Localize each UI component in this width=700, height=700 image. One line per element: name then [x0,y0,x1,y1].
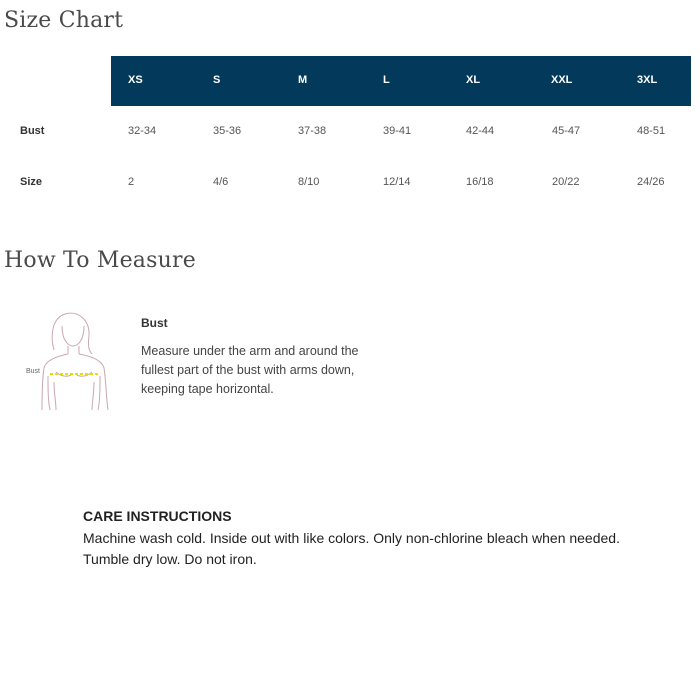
row-label-size: Size [20,176,43,188]
size-cell: 12/14 [383,176,411,188]
size-cell: 20/22 [552,176,580,188]
size-chart-title: Size Chart [4,8,124,33]
woman-bust-measure-icon [20,306,120,416]
how-to-measure-title: How To Measure [4,248,196,273]
size-header-xs: XS [128,74,143,86]
row-label-bust: Bust [20,125,45,137]
size-header-xl: XL [466,74,481,86]
size-header-l: L [383,74,390,86]
size-cell: 8/10 [298,176,320,188]
measure-item-title: Bust [141,316,168,330]
size-cell: 16/18 [466,176,494,188]
bust-cell: 42-44 [466,125,495,137]
size-header-xxl: XXL [551,74,573,86]
size-header-s: S [213,74,221,86]
size-cell: 4/6 [213,176,229,188]
measure-item-description: Measure under the arm and around the fullest part of the bust with arms down, keeping tape horizontal. [141,344,359,396]
bust-cell: 32-34 [128,125,157,137]
size-header-row [111,56,691,106]
size-header-m: M [298,74,308,86]
bust-cell: 45-47 [552,125,581,137]
size-header-3xl: 3XL [637,74,658,86]
bust-cell: 35-36 [213,125,242,137]
care-instructions-heading: CARE INSTRUCTIONS [83,508,232,524]
size-cell: 2 [128,176,135,188]
bust-cell: 48-51 [637,125,666,137]
care-instructions-text: Machine wash cold. Inside out with like colors. Only non-chlorine bleach when needed. Tumble dry low. Do not iron. [83,530,620,567]
size-cell: 24/26 [637,176,665,188]
bust-cell: 37-38 [298,125,327,137]
bust-cell: 39-41 [383,125,412,137]
figure-bust-label: Bust [26,368,41,375]
